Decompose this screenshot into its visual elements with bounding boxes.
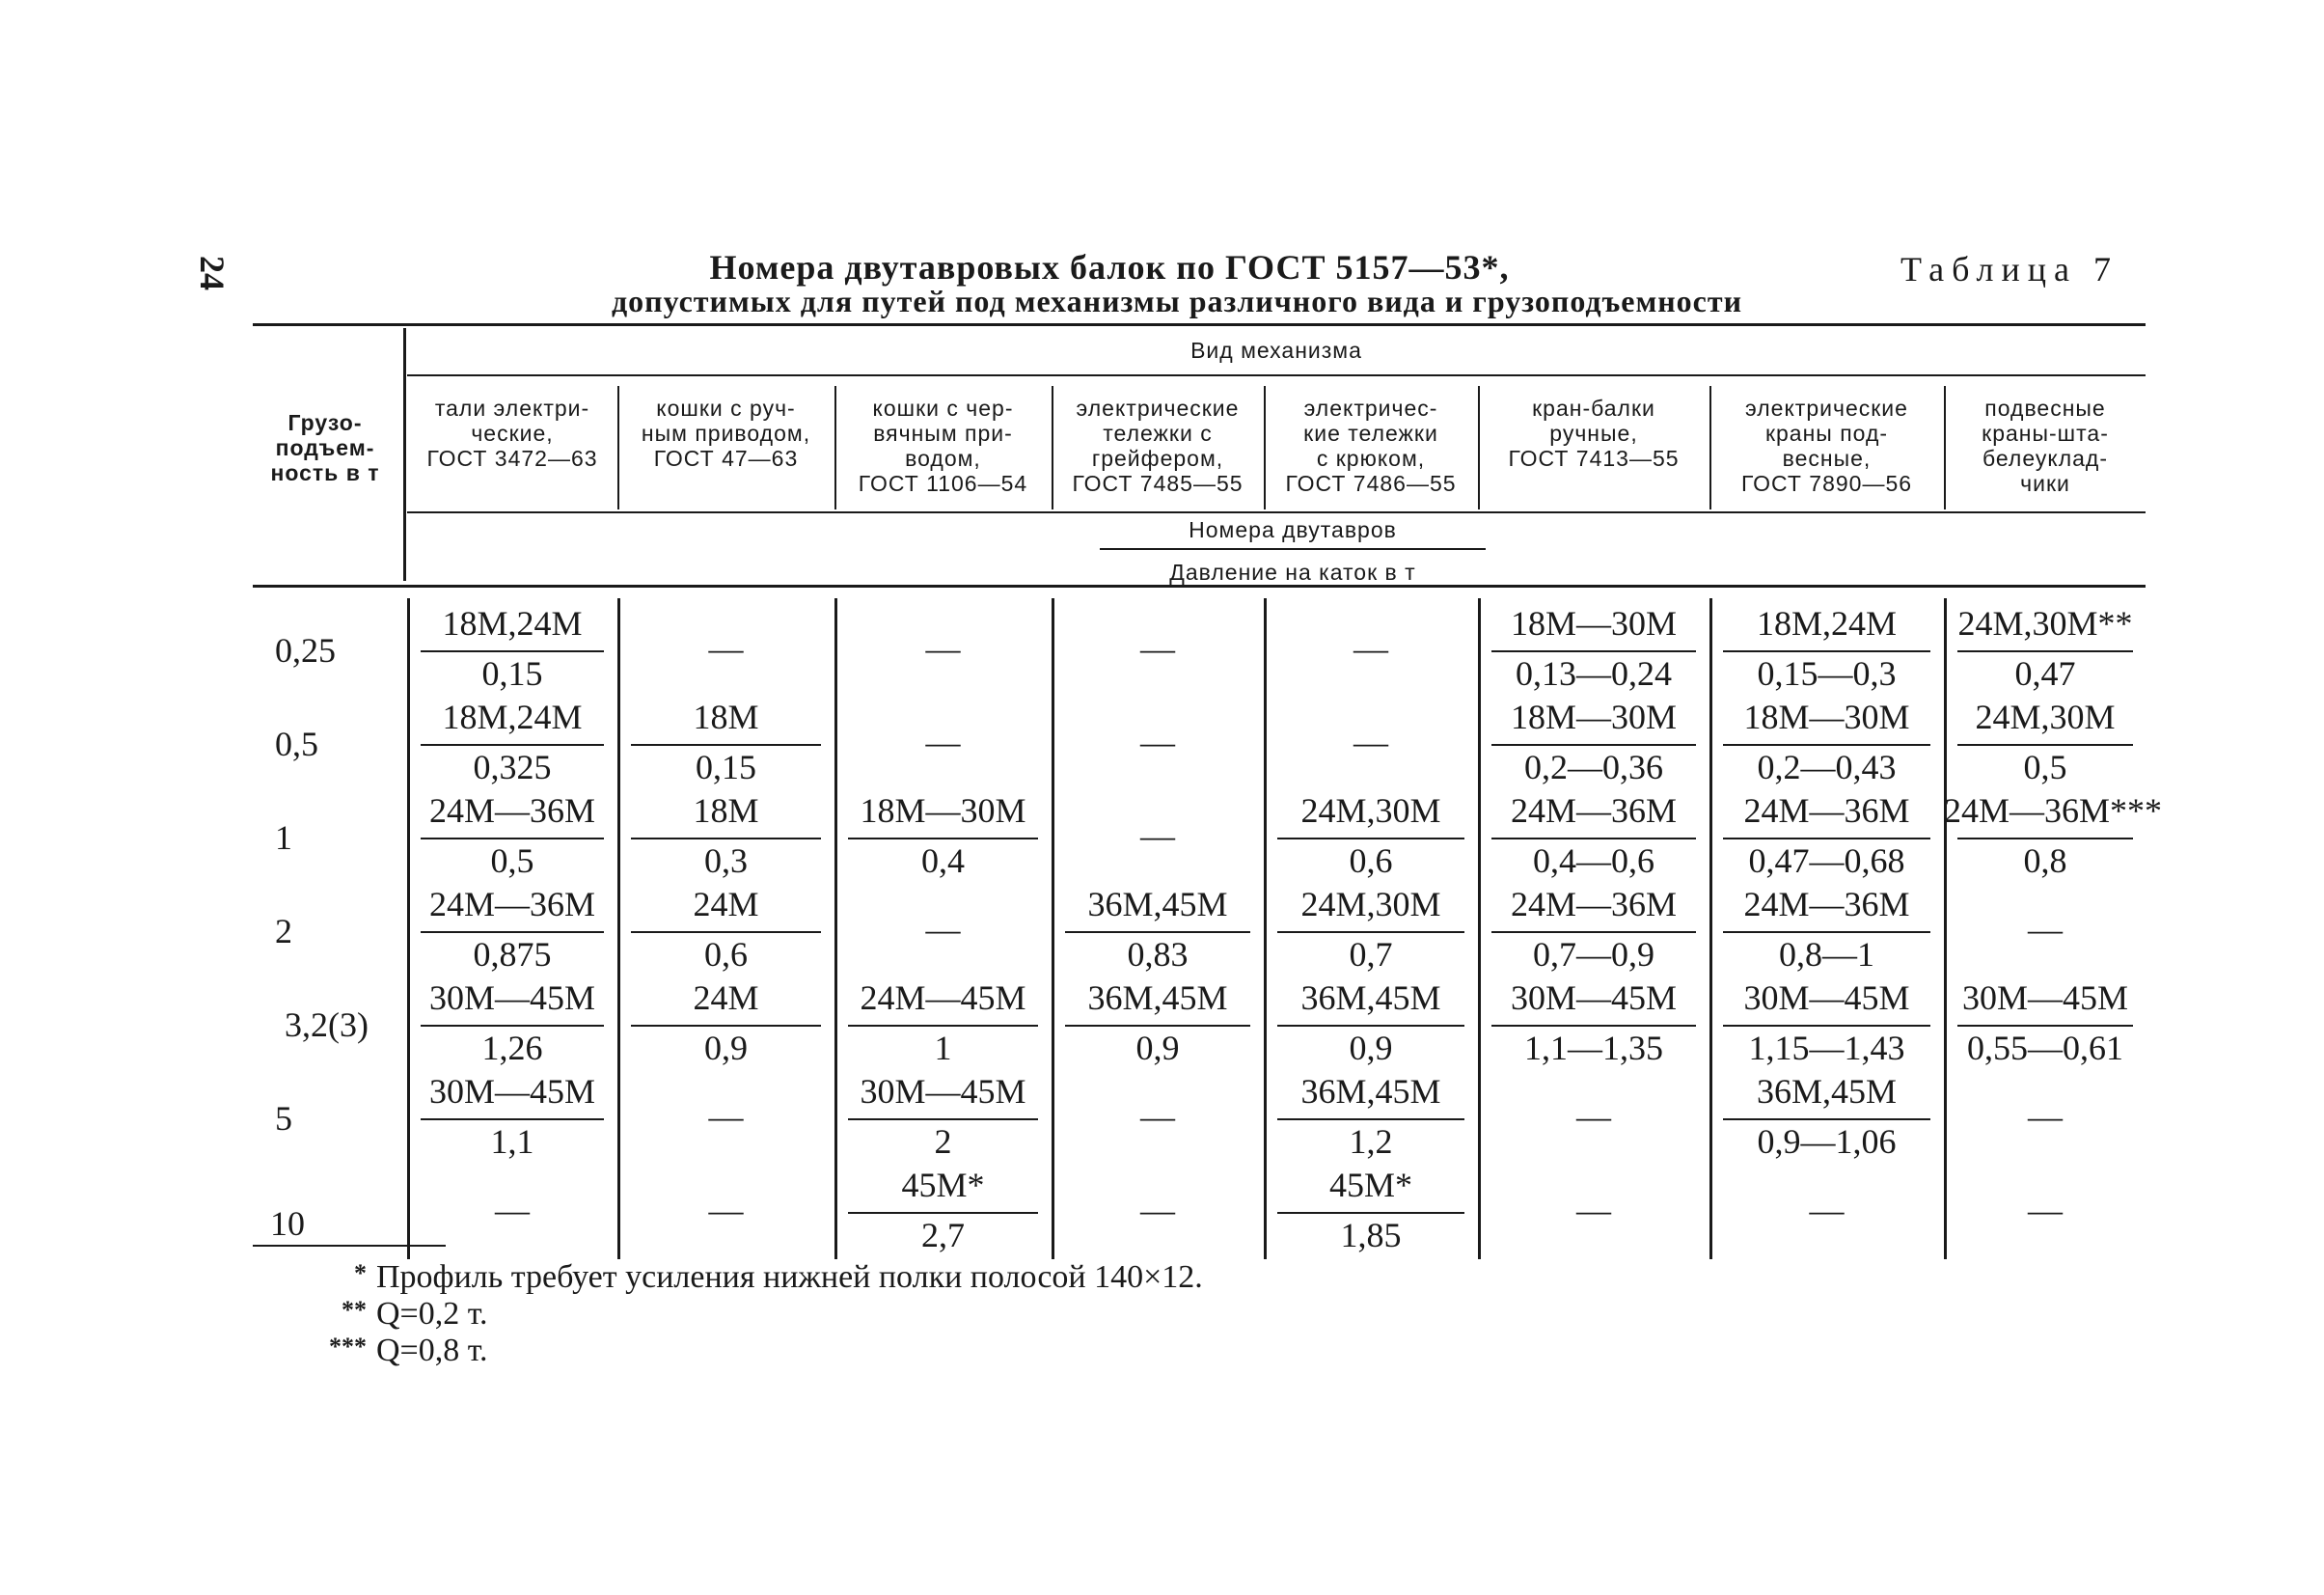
column-header-8: подвесные краны-шта- белеуклад- чики bbox=[1982, 396, 2109, 496]
column-header-2: кошки с руч- ным приводом, ГОСТ 47—63 bbox=[641, 396, 811, 471]
beam-number: 18М—30М bbox=[860, 791, 1026, 830]
header-columns-rule bbox=[407, 511, 2146, 513]
row-capacity: 0,25 bbox=[275, 631, 336, 670]
beam-number: 24М,30М** bbox=[1957, 604, 2133, 643]
header-bottom-rule bbox=[253, 585, 2146, 588]
fraction-rule bbox=[421, 1025, 604, 1027]
footnote-mark: *** bbox=[329, 1333, 367, 1361]
beam-number: 36М,45М bbox=[1087, 885, 1228, 923]
fraction-rule bbox=[631, 838, 821, 839]
fraction-rule bbox=[421, 744, 604, 746]
row-capacity: 10 bbox=[270, 1204, 305, 1243]
beam-number: 24М—36М bbox=[1510, 885, 1678, 923]
roller-pressure: 0,875 bbox=[473, 935, 552, 974]
beam-number: 36М,45М bbox=[1300, 1072, 1441, 1111]
fraction-rule bbox=[1957, 650, 2133, 652]
beam-number: 24М bbox=[693, 978, 759, 1017]
fraction-rule bbox=[1277, 931, 1464, 933]
fraction-rule bbox=[1277, 838, 1464, 839]
roller-pressure: 0,4 bbox=[921, 841, 965, 880]
roller-pressure: 0,47 bbox=[2014, 654, 2076, 693]
roller-pressure: 0,15 bbox=[696, 748, 756, 786]
beam-number: 30М—45М bbox=[1510, 978, 1678, 1017]
beam-number: 24М—45М bbox=[860, 978, 1026, 1017]
beam-number: 30М—45М bbox=[428, 978, 596, 1017]
roller-pressure: 0,15 bbox=[481, 654, 543, 693]
footnote bbox=[299, 1333, 488, 1369]
mechanism-rule bbox=[407, 374, 2146, 376]
fraction-rule bbox=[631, 1025, 821, 1027]
fraction-rule bbox=[1723, 1025, 1930, 1027]
roller-pressure: 0,8 bbox=[2023, 841, 2067, 880]
row-capacity: 1 bbox=[275, 818, 292, 857]
roller-pressure: 0,9 bbox=[704, 1029, 748, 1067]
beam-number: 24М—36М*** bbox=[1944, 791, 2163, 830]
beam-number: 18М,24М bbox=[442, 698, 583, 736]
beam-number: 30М—45М bbox=[1961, 978, 2129, 1017]
empty-dash: — bbox=[1140, 723, 1175, 761]
fraction-rule bbox=[848, 838, 1038, 839]
beam-number: 24М—36М bbox=[1743, 885, 1910, 923]
fraction-rule bbox=[421, 838, 604, 839]
roller-pressure: 0,5 bbox=[2023, 748, 2067, 786]
footnote-text: Q=0,2 т. bbox=[376, 1296, 488, 1332]
roller-pressure: 0,8—1 bbox=[1779, 935, 1874, 974]
roller-pressure: 0,5 bbox=[490, 841, 534, 880]
empty-dash: — bbox=[708, 629, 744, 668]
fraction-rule bbox=[1491, 1025, 1696, 1027]
beam-number: 24М—36М bbox=[428, 885, 596, 923]
roller-pressure: 1,85 bbox=[1340, 1216, 1402, 1254]
roller-pressure: 1,26 bbox=[481, 1029, 543, 1067]
roller-pressure: 0,15—0,3 bbox=[1757, 654, 1897, 693]
column-header-3: кошки с чер- вячным при- водом, ГОСТ 1106—54 bbox=[858, 396, 1028, 496]
table-bottom-rule bbox=[253, 1245, 446, 1247]
fraction-rule bbox=[1723, 744, 1930, 746]
roller-pressure: 1 bbox=[934, 1029, 952, 1067]
mechanism-type-header: Вид механизма bbox=[1190, 338, 1362, 363]
empty-dash: — bbox=[1140, 1097, 1175, 1136]
empty-dash: — bbox=[1140, 629, 1175, 668]
roller-pressure: 0,2—0,36 bbox=[1524, 748, 1663, 786]
fraction-rule bbox=[1957, 744, 2133, 746]
beam-numbers-rule bbox=[1100, 548, 1486, 550]
beam-number: 36М,45М bbox=[1756, 1072, 1898, 1111]
footnote-mark: ** bbox=[342, 1296, 367, 1324]
capacity-col-divider bbox=[403, 328, 406, 581]
fraction-rule bbox=[1723, 650, 1930, 652]
column-header-6: кран-балки ручные, ГОСТ 7413—55 bbox=[1508, 396, 1680, 471]
fraction-rule bbox=[1065, 1025, 1250, 1027]
beam-number: 24М—36М bbox=[1743, 791, 1910, 830]
beam-number: 24М bbox=[693, 885, 759, 923]
fraction-rule bbox=[1491, 931, 1696, 933]
roller-pressure: 0,47—0,68 bbox=[1748, 841, 1905, 880]
fraction-rule bbox=[1491, 650, 1696, 652]
table-label: Таблица 7 bbox=[1900, 250, 2119, 289]
roller-pressure: 2,7 bbox=[921, 1216, 965, 1254]
roller-pressure: 1,1 bbox=[490, 1122, 534, 1161]
roller-pressure: 1,15—1,43 bbox=[1748, 1029, 1905, 1067]
fraction-rule bbox=[1957, 838, 2133, 839]
table-subtitle: допустимых для путей под механизмы различного вида и грузоподъемности bbox=[611, 284, 1743, 318]
beam-number: 30М—45М bbox=[428, 1072, 596, 1111]
row-capacity: 0,5 bbox=[275, 725, 318, 763]
fraction-rule bbox=[848, 1025, 1038, 1027]
table-top-rule bbox=[253, 323, 2146, 326]
empty-dash: — bbox=[1353, 723, 1388, 761]
roller-pressure: 0,55—0,61 bbox=[1967, 1029, 2123, 1067]
column-header-1: тали электри- ческие, ГОСТ 3472—63 bbox=[426, 396, 598, 471]
beam-number: 18М,24М bbox=[442, 604, 583, 643]
fraction-rule bbox=[1277, 1212, 1464, 1214]
row-capacity: 3,2(3) bbox=[285, 1005, 369, 1044]
beam-number: 18М bbox=[693, 791, 759, 830]
fraction-rule bbox=[1277, 1118, 1464, 1120]
empty-dash: — bbox=[925, 629, 961, 668]
footnote bbox=[299, 1259, 1203, 1296]
beam-number: 24М,30М bbox=[1975, 698, 2116, 736]
row-capacity: 2 bbox=[275, 912, 292, 950]
column-header-4: электрические тележки с грейфером, ГОСТ 7485—55 bbox=[1072, 396, 1244, 496]
empty-dash: — bbox=[708, 1097, 744, 1136]
empty-dash: — bbox=[708, 1191, 744, 1229]
beam-number: 24М—36М bbox=[1510, 791, 1678, 830]
empty-dash: — bbox=[925, 723, 961, 761]
roller-pressure: 0,9 bbox=[1349, 1029, 1393, 1067]
beam-number: 18М—30М bbox=[1743, 698, 1910, 736]
beam-number: 36М,45М bbox=[1300, 978, 1441, 1017]
empty-dash: — bbox=[1140, 816, 1175, 855]
beam-number: 45М* bbox=[901, 1166, 985, 1204]
fraction-rule bbox=[631, 744, 821, 746]
beam-number: 24М,30М bbox=[1300, 885, 1441, 923]
row-capacity: 5 bbox=[275, 1099, 292, 1138]
fraction-rule bbox=[421, 931, 604, 933]
empty-dash: — bbox=[1353, 629, 1388, 668]
empty-dash: — bbox=[495, 1191, 530, 1229]
roller-pressure: 1,2 bbox=[1349, 1122, 1393, 1161]
roller-pressure: 0,6 bbox=[1349, 841, 1393, 880]
roller-pressure-header: Давление на каток в т bbox=[1169, 560, 1416, 585]
roller-pressure: 0,2—0,43 bbox=[1757, 748, 1897, 786]
empty-dash: — bbox=[2028, 1097, 2063, 1136]
beam-number: 24М,30М bbox=[1300, 791, 1441, 830]
fraction-rule bbox=[631, 931, 821, 933]
page-number: 24 bbox=[193, 256, 232, 290]
roller-pressure: 0,9—1,06 bbox=[1757, 1122, 1897, 1161]
beam-number: 18М bbox=[693, 698, 759, 736]
roller-pressure: 0,13—0,24 bbox=[1516, 654, 1672, 693]
fraction-rule bbox=[1723, 1118, 1930, 1120]
body-col-divider bbox=[1052, 598, 1054, 1259]
column-header-7: электрические краны под- весные, ГОСТ 7890—56 bbox=[1740, 396, 1913, 496]
roller-pressure: 0,4—0,6 bbox=[1533, 841, 1654, 880]
roller-pressure: 0,3 bbox=[704, 841, 748, 880]
roller-pressure: 0,83 bbox=[1127, 935, 1189, 974]
fraction-rule bbox=[1065, 931, 1250, 933]
fraction-rule bbox=[1957, 1025, 2133, 1027]
table-title: Номера двутавровых балок по ГОСТ 5157—53*, bbox=[709, 248, 1510, 287]
fraction-rule bbox=[1723, 931, 1930, 933]
roller-pressure: 0,325 bbox=[473, 748, 552, 786]
roller-pressure: 1,1—1,35 bbox=[1524, 1029, 1663, 1067]
roller-pressure: 0,7—0,9 bbox=[1533, 935, 1654, 974]
fraction-rule bbox=[421, 650, 604, 652]
beam-number: 18М,24М bbox=[1756, 604, 1898, 643]
roller-pressure: 0,6 bbox=[704, 935, 748, 974]
column-header-5: электричес- кие тележки с крюком, ГОСТ 7486—55 bbox=[1285, 396, 1457, 496]
fraction-rule bbox=[421, 1118, 604, 1120]
capacity-header: Грузо- подъем- ность в т bbox=[270, 410, 380, 485]
empty-dash: — bbox=[1140, 1191, 1175, 1229]
beam-number: 45М* bbox=[1328, 1166, 1412, 1204]
beam-number: 30М—45М bbox=[1743, 978, 1910, 1017]
empty-dash: — bbox=[925, 910, 961, 949]
empty-dash: — bbox=[2028, 1191, 2063, 1229]
roller-pressure: 0,9 bbox=[1135, 1029, 1180, 1067]
fraction-rule bbox=[848, 1212, 1038, 1214]
footnote-mark: * bbox=[354, 1259, 367, 1287]
empty-dash: — bbox=[1809, 1191, 1845, 1229]
footnote-text: Q=0,8 т. bbox=[376, 1333, 488, 1368]
beam-number: 36М,45М bbox=[1087, 978, 1228, 1017]
fraction-rule bbox=[1491, 838, 1696, 839]
fraction-rule bbox=[1723, 838, 1930, 839]
beam-number: 30М—45М bbox=[860, 1072, 1026, 1111]
beam-number: 18М—30М bbox=[1510, 604, 1678, 643]
fraction-rule bbox=[1491, 744, 1696, 746]
roller-pressure: 0,7 bbox=[1349, 935, 1393, 974]
footnote-text: Профиль требует усиления нижней полки полосой 140×12. bbox=[376, 1259, 1203, 1295]
footnote bbox=[299, 1296, 488, 1333]
fraction-rule bbox=[848, 1118, 1038, 1120]
beam-number: 18М—30М bbox=[1510, 698, 1678, 736]
roller-pressure: 2 bbox=[934, 1122, 952, 1161]
beam-number: 24М—36М bbox=[428, 791, 596, 830]
empty-dash: — bbox=[2028, 910, 2063, 949]
beam-numbers-header: Номера двутавров bbox=[1189, 517, 1397, 542]
empty-dash: — bbox=[1576, 1191, 1611, 1229]
empty-dash: — bbox=[1576, 1097, 1611, 1136]
fraction-rule bbox=[1277, 1025, 1464, 1027]
